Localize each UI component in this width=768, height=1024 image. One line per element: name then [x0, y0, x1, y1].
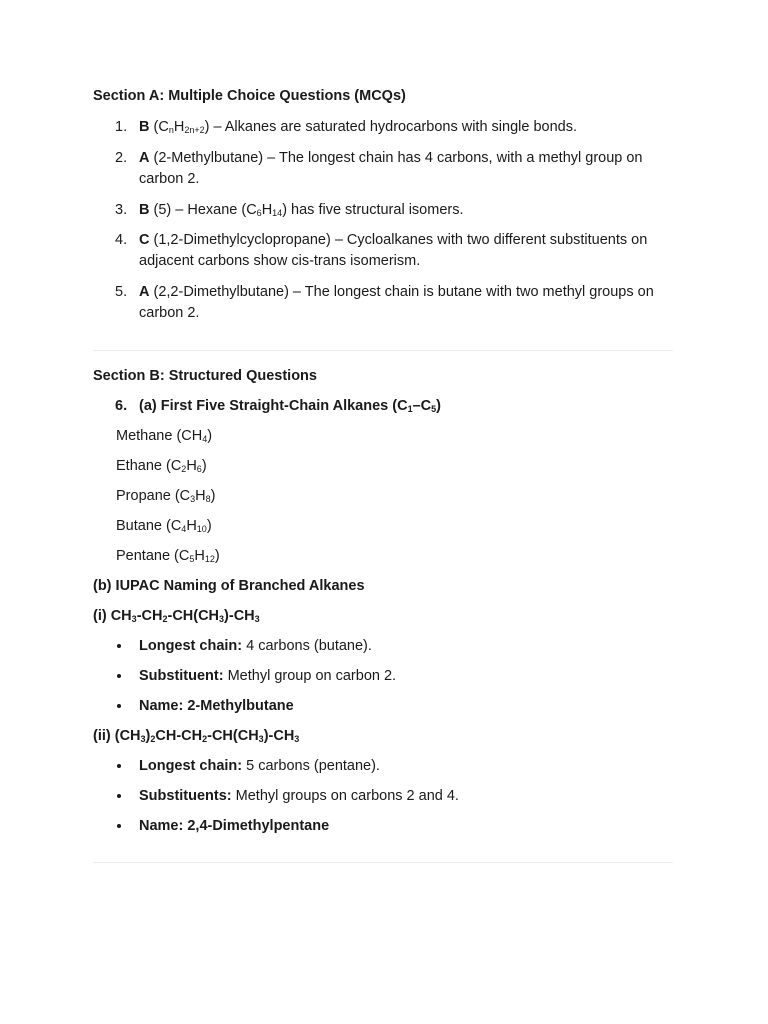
document-page [93, 86, 673, 863]
answer-letter: A [139, 150, 150, 166]
mcq-answer-4: 4. C (1,2-Dimethylcyclopropane) – Cycloalkanes with two different substituents on adjacent carbons show cis-trans isomerism. [115, 232, 648, 269]
alkane-butane: Butane $(C_4H_{10})$ [116, 518, 212, 534]
bullet-item: Longest chain: 5 carbons (pentane). [93, 756, 673, 776]
answer-letter: C [139, 232, 150, 248]
alkane-ethane: Ethane $(C_2H_6)$ [116, 458, 207, 474]
question-6a-heading: 6. (a) First Five Straight-Chain Alkanes $(C_1-C_5)$ [115, 398, 441, 414]
section-divider [93, 862, 673, 863]
mcq-answer-list [93, 117, 673, 324]
part-b-heading: (b) IUPAC Naming of Branched Alkanes [93, 578, 365, 594]
answer-letter: B [139, 202, 150, 218]
bullet-item: Longest chain: 4 carbons (butane). [93, 636, 673, 656]
mcq-answer-2: 2. A (2-Methylbutane) – The longest chain has 4 carbons, with a methyl group on carbon 2. [115, 150, 643, 187]
section-b-heading: Section B: Structured Questions [93, 368, 317, 384]
section-a-heading: Section A: Multiple Choice Questions (MCQs) [93, 88, 406, 104]
mcq-answer-3: 3. B (5) – Hexane $(C_6H_{14})$ has five structural isomers. [115, 202, 464, 218]
formula-i: (i) $CH_3-CH_2-CH(CH_3)-CH_3$ [93, 608, 260, 624]
bullet-item: Name: 2-Methylbutane [93, 696, 673, 716]
formula-ii: (ii) $(CH_3)_2CH-CH_2-CH(CH_3)-CH_3$ [93, 728, 300, 744]
section-divider [93, 350, 673, 351]
bullet-item: Name: 2,4-Dimethylpentane [93, 816, 673, 836]
alkane-pentane: Pentane $(C_5H_{12})$ [116, 548, 220, 564]
alkane-propane: Propane $(C_3H_8)$ [116, 488, 216, 504]
answer-letter: A [139, 284, 150, 300]
bullet-item: Substituents: Methyl groups on carbons 2 and 4. [93, 786, 673, 806]
mcq-answer-5: 5. A (2,2-Dimethylbutane) – The longest chain is butane with two methyl groups on carbon 2. [115, 284, 654, 321]
mcq-answer-1: 1. B $(C_nH_{2n+2})$ – Alkanes are saturated hydrocarbons with single bonds. [115, 119, 577, 135]
bullet-item: Substituent: Methyl group on carbon 2. [93, 666, 673, 686]
alkane-methane: Methane $(CH_4)$ [116, 428, 213, 444]
answer-letter: B [139, 119, 150, 135]
